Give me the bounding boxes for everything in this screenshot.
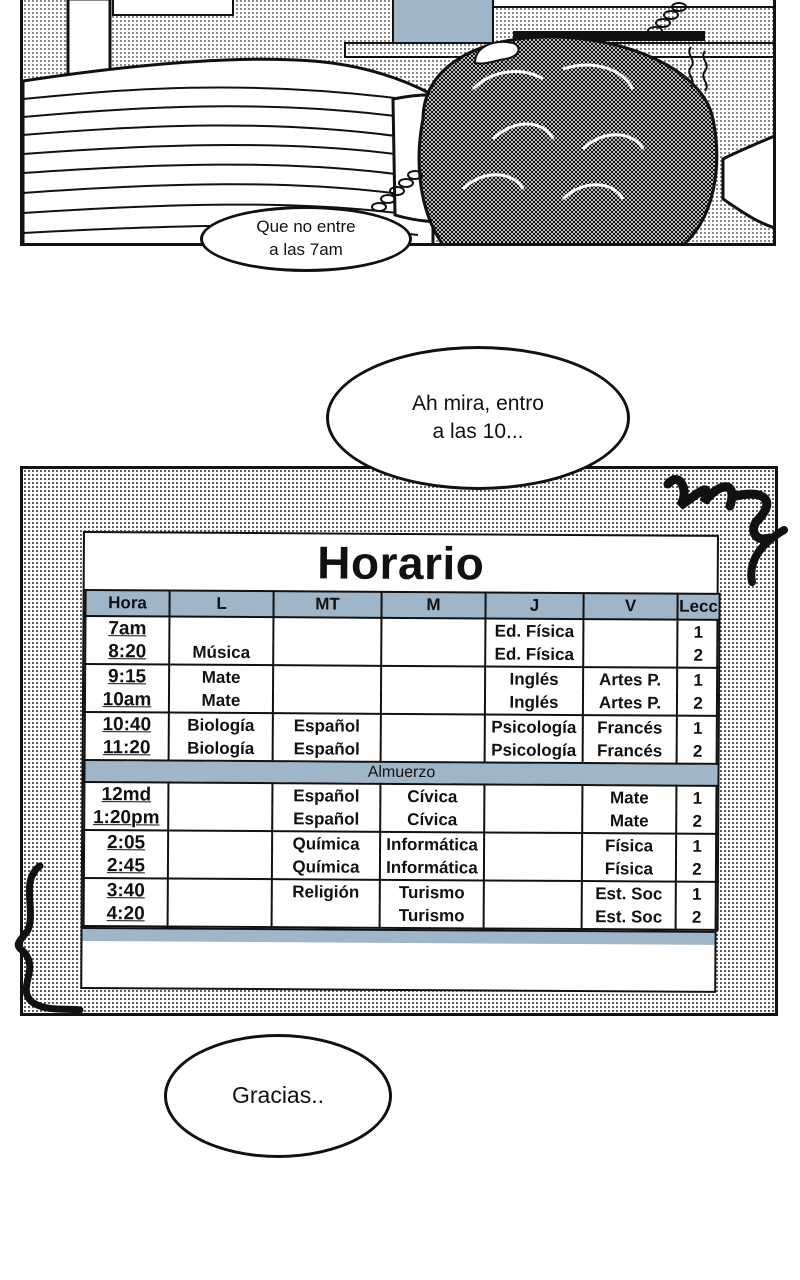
subject-cell: [168, 879, 272, 904]
lesson-number-cell: 2: [677, 740, 719, 764]
subject-cell: Biología: [169, 713, 273, 738]
time-cell: 2:05: [84, 830, 168, 855]
subject-cell: Artes P.: [583, 691, 677, 716]
column-header: Lecc: [677, 594, 719, 620]
lesson-number-cell: 1: [676, 786, 718, 810]
subject-cell: [484, 784, 582, 809]
time-cell: 10am: [85, 688, 169, 713]
column-header: J: [485, 592, 583, 619]
subject-cell: [381, 618, 485, 643]
subject-cell: Est. Soc: [582, 881, 676, 906]
subject-cell: [381, 738, 485, 763]
subject-cell: [168, 855, 272, 880]
column-header: MT: [273, 591, 381, 618]
subject-cell: [484, 856, 582, 881]
subject-cell: Artes P.: [583, 667, 677, 692]
time-cell: 3:40: [84, 878, 168, 903]
speech-text: Ah mira, entro a las 10...: [412, 391, 544, 443]
subject-cell: [484, 832, 582, 857]
lesson-number-cell: 1: [677, 620, 719, 644]
time-cell: 4:20: [84, 902, 168, 927]
time-cell: 8:20: [85, 640, 169, 665]
subject-cell: [583, 619, 677, 644]
subject-cell: Español: [273, 713, 381, 738]
subject-cell: Inglés: [485, 690, 583, 715]
time-cell: 2:45: [84, 854, 168, 879]
subject-cell: [168, 783, 272, 808]
subject-cell: Informática: [380, 856, 484, 881]
lesson-number-cell: 1: [676, 834, 718, 858]
subject-cell: Música: [169, 641, 273, 666]
speech-bubble-ah-mira: [326, 346, 630, 490]
subject-cell: [273, 641, 381, 666]
table-row: [84, 902, 718, 930]
subject-cell: Química: [272, 831, 380, 856]
subject-cell: Informática: [380, 832, 484, 857]
subject-cell: Turismo: [380, 904, 484, 929]
subject-cell: [381, 642, 485, 667]
subject-cell: Turismo: [380, 880, 484, 905]
subject-cell: [169, 617, 273, 642]
speech-bubble-gracias: [164, 1034, 392, 1158]
timetable-footer-bar: [82, 927, 714, 945]
sleeping-scene-art: [23, 0, 776, 246]
lesson-number-cell: 1: [676, 882, 718, 906]
subject-cell: Física: [582, 833, 676, 858]
subject-cell: [381, 714, 485, 739]
subject-cell: [381, 690, 485, 715]
time-cell: 11:20: [85, 736, 169, 761]
subject-cell: Mate: [169, 665, 273, 690]
subject-cell: Mate: [582, 785, 676, 810]
column-header: L: [169, 591, 273, 618]
timetable-grid: [83, 589, 721, 931]
subject-cell: [484, 904, 582, 929]
subject-cell: Español: [273, 737, 381, 762]
subject-cell: Cívica: [380, 784, 484, 809]
timetable-sheet: [80, 531, 719, 993]
subject-cell: Religión: [272, 879, 380, 904]
speech-bubble-7am: [200, 206, 412, 272]
subject-cell: [168, 903, 272, 928]
panel-sleeping: [20, 0, 776, 246]
subject-cell: Ed. Física: [485, 618, 583, 643]
subject-cell: [484, 880, 582, 905]
subject-cell: Química: [272, 855, 380, 880]
subject-cell: Mate: [582, 809, 676, 834]
subject-cell: Ed. Física: [485, 642, 583, 667]
subject-cell: Cívica: [380, 808, 484, 833]
lesson-number-cell: 2: [676, 858, 718, 882]
subject-cell: [272, 903, 380, 928]
speech-text: Gracias..: [231, 1082, 325, 1109]
subject-cell: Física: [582, 857, 676, 882]
subject-cell: Psicología: [485, 714, 583, 739]
subject-cell: [583, 643, 677, 668]
lesson-number-cell: 1: [677, 716, 719, 740]
subject-cell: [484, 808, 582, 833]
timetable-title: Horario: [317, 536, 485, 590]
subject-cell: Biología: [169, 737, 273, 762]
time-cell: 12md: [84, 782, 168, 807]
time-cell: 10:40: [85, 712, 169, 737]
subject-cell: Inglés: [485, 666, 583, 691]
time-cell: 9:15: [85, 664, 169, 689]
subject-cell: Francés: [583, 739, 677, 764]
subject-cell: [273, 665, 381, 690]
timetable-header-row: [85, 590, 719, 620]
subject-cell: [381, 666, 485, 691]
speech-text: Que no entre a las 7am: [256, 217, 356, 259]
column-header: V: [583, 593, 677, 620]
lesson-number-cell: 2: [677, 644, 719, 668]
subject-cell: Francés: [583, 715, 677, 740]
lesson-number-cell: 1: [677, 668, 719, 692]
column-header: Hora: [85, 590, 169, 617]
subject-cell: [168, 831, 272, 856]
lesson-number-cell: 2: [676, 906, 718, 930]
subject-cell: [273, 617, 381, 642]
time-cell: 7am: [85, 616, 169, 641]
subject-cell: Español: [272, 807, 380, 832]
subject-cell: Est. Soc: [582, 905, 676, 930]
subject-cell: [273, 689, 381, 714]
squiggle-effect-right: [660, 462, 800, 592]
column-header: M: [381, 592, 485, 619]
subject-cell: Español: [272, 783, 380, 808]
bracket-effect-left: [10, 860, 90, 1020]
lunch-label: Almuerzo: [84, 760, 718, 786]
lesson-number-cell: 2: [677, 692, 719, 716]
subject-cell: [168, 807, 272, 832]
subject-cell: Psicología: [485, 738, 583, 763]
lesson-number-cell: 2: [676, 810, 718, 834]
time-cell: 1:20pm: [84, 806, 168, 831]
subject-cell: Mate: [169, 689, 273, 714]
